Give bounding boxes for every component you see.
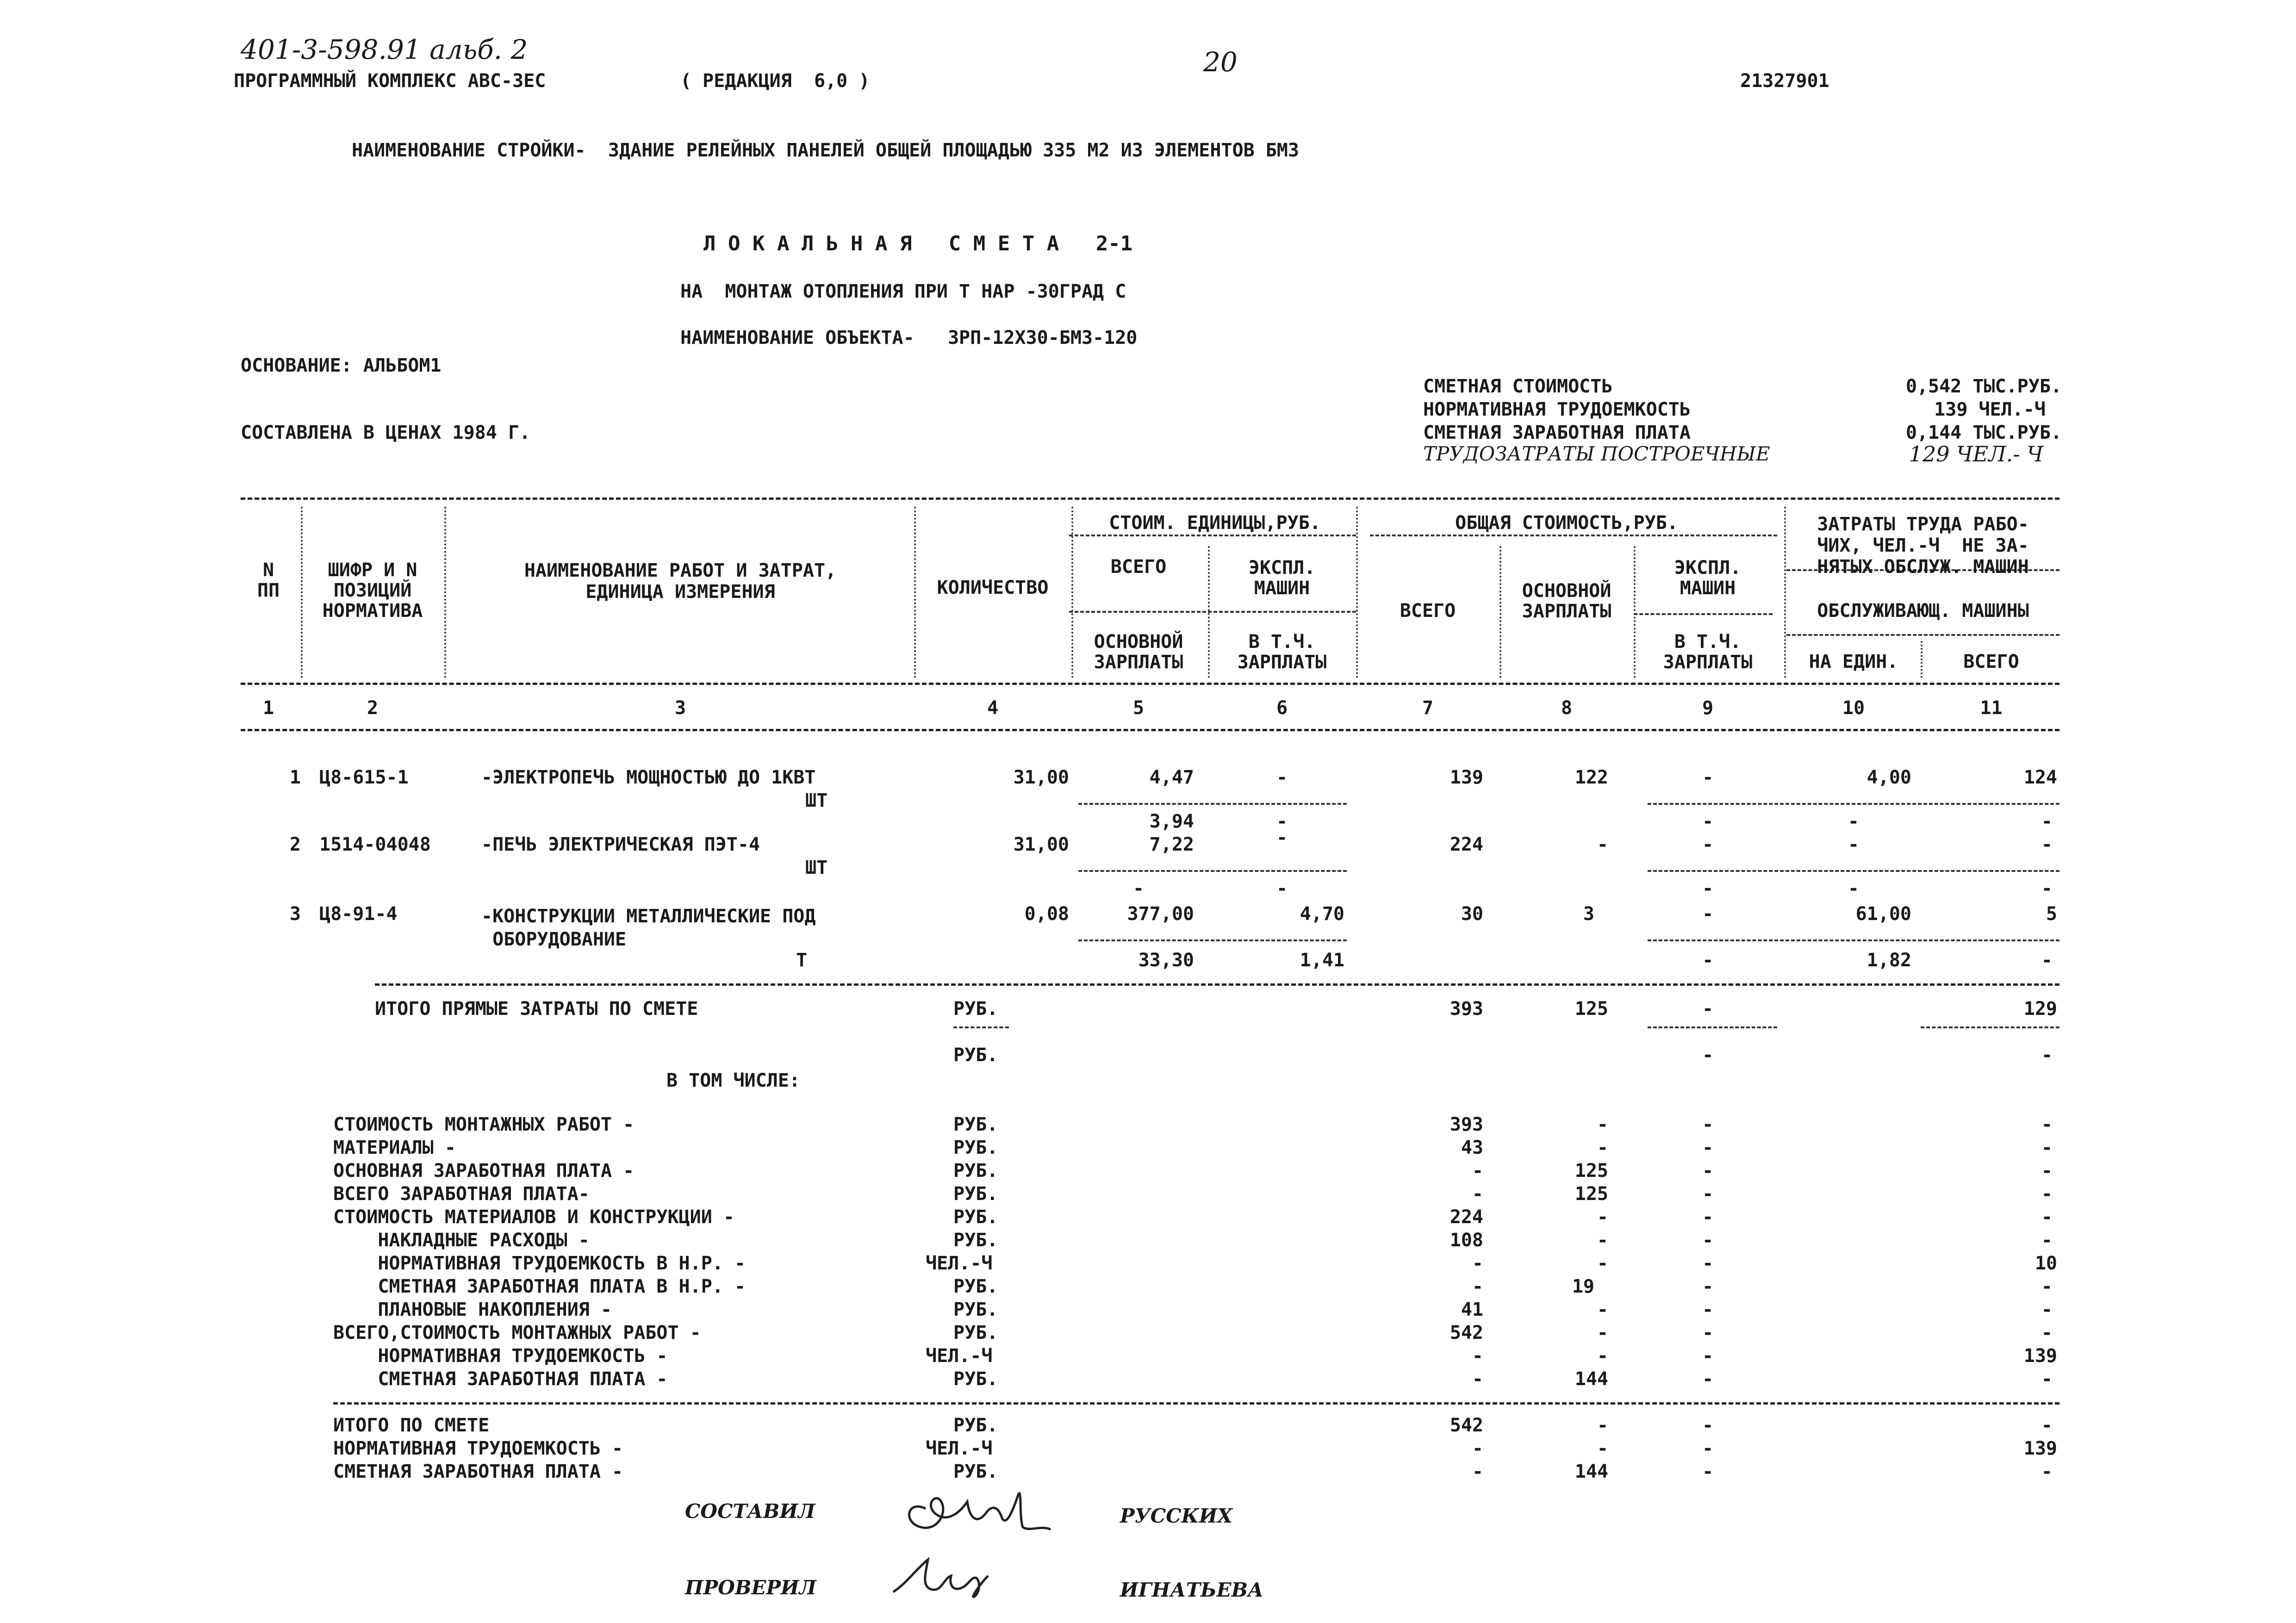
summary-value: 139 ЧЕЛ.-Ч (1934, 399, 2046, 420)
direct-costs-mach: - (1702, 998, 1714, 1020)
breakdown-label: СМЕТНАЯ ЗАРАБОТНАЯ ПЛАТА - (333, 1368, 668, 1390)
row-labor-unit: - (1848, 834, 1860, 855)
breakdown-mach: - (1702, 1230, 1714, 1251)
breakdown-wage: - (1597, 1253, 1608, 1274)
breakdown-unit: РУБ. (953, 1183, 998, 1205)
document-number: 21327901 (1740, 70, 1829, 92)
row-number: 2 (289, 834, 301, 855)
row-unit-total: 377,00 (1127, 903, 1194, 925)
breakdown-label: СТОИМОСТЬ МАТЕРИАЛОВ И КОНСТРУКЦИИ - (333, 1206, 734, 1228)
row-total: 139 (1450, 767, 1483, 788)
handwritten-doc-ref: 401-3-598.91 альб. 2 (241, 34, 528, 65)
totals-wage: 144 (1574, 1461, 1608, 1482)
header-subrule (1370, 535, 1777, 536)
col-separator (1784, 507, 1786, 678)
row-labor-unit: 4,00 (1867, 767, 1911, 788)
column-number: 1 (262, 697, 274, 719)
summary-label: СМЕТНАЯ СТОИМОСТЬ (1423, 376, 1613, 397)
breakdown-wage: - (1597, 1230, 1608, 1251)
row-total-mach-wage: - (1702, 811, 1714, 832)
direct-costs-mach-wage: - (1702, 1045, 1714, 1066)
breakdown-label: МАТЕРИАЛЫ - (333, 1137, 456, 1158)
breakdown-total: - (1472, 1345, 1483, 1367)
unit-total-header: ВСЕГО (1110, 556, 1167, 578)
row-total-wage: - (1597, 834, 1608, 855)
row-subrule (1648, 803, 2060, 805)
breakdown-wage: - (1597, 1114, 1608, 1135)
row-subrule (1078, 939, 1347, 941)
breakdown-unit: РУБ. (953, 1114, 998, 1135)
totals-wage: - (1597, 1438, 1608, 1459)
breakdown-label: ВСЕГО,СТОИМОСТЬ МОНТАЖНЫХ РАБОТ - (333, 1322, 701, 1343)
breakdown-total: 393 (1450, 1114, 1483, 1135)
row-subrule (1648, 870, 2060, 872)
row-name: -ПЕЧЬ ЭЛЕКТРИЧЕСКАЯ ПЭТ-4 (481, 834, 760, 855)
breakdown-mach: - (1702, 1345, 1714, 1367)
breakdown-labor: - (2041, 1368, 2053, 1390)
breakdown-label: СТОИМОСТЬ МОНТАЖНЫХ РАБОТ - (333, 1114, 635, 1135)
col-qty-header: КОЛИЧЕСТВО (937, 577, 1049, 598)
breakdown-label: ВСЕГО ЗАРАБОТНАЯ ПЛАТА- (333, 1183, 590, 1205)
row-unit-mach-wage: - (1276, 811, 1288, 832)
row-subrule (1078, 870, 1347, 872)
col-n-header: N ПП (257, 560, 280, 601)
summary-value: 0,144 ТЫС.РУБ. (1905, 422, 2062, 443)
unit-mach-header: ЭКСПЛ. МАШИН (1248, 557, 1316, 599)
totals-mach: - (1702, 1415, 1714, 1436)
breakdown-unit: ЧЕЛ.-Ч (926, 1345, 993, 1367)
group-total-cost-header: ОБЩАЯ СТОИМОСТЬ,РУБ. (1455, 512, 1678, 534)
breakdown-wage: - (1597, 1322, 1608, 1343)
composer-name: РУССКИХ (1120, 1505, 1232, 1527)
totals-total: 542 (1450, 1415, 1483, 1436)
direct-costs-subrule (1921, 1026, 2060, 1028)
breakdown-wage: - (1597, 1137, 1608, 1158)
totals-labor: - (2041, 1415, 2053, 1436)
totals-mach: - (1702, 1438, 1714, 1459)
program-edition: ( РЕДАКЦИЯ 6,0 ) (680, 70, 870, 92)
labor-total-header: ВСЕГО (1963, 651, 2019, 672)
breakdown-total: 41 (1461, 1299, 1483, 1320)
breakdown-unit: РУБ. (953, 1368, 998, 1390)
breakdown-mach: - (1702, 1137, 1714, 1158)
column-number: 3 (674, 697, 686, 719)
row-total-wage: 122 (1574, 767, 1608, 788)
breakdown-labor: 139 (2023, 1345, 2057, 1367)
total-mach-header: ЭКСПЛ. МАШИН (1674, 557, 1742, 599)
col-separator (1921, 641, 1923, 678)
breakdown-total: 43 (1461, 1137, 1483, 1158)
row-total: 224 (1450, 834, 1483, 855)
totals-labor: - (2041, 1461, 2053, 1482)
row-total: 30 (1461, 903, 1483, 925)
breakdown-labor: 10 (2035, 1253, 2057, 1274)
col-separator (301, 507, 303, 678)
row-labor-mach-total: - (2041, 811, 2053, 832)
row-unit-mach: 4,70 (1300, 903, 1344, 925)
breakdown-unit: РУБ. (953, 1206, 998, 1228)
row-total-mach-wage: - (1702, 878, 1714, 899)
basis-label: ОСНОВАНИЕ: АЛЬБОМ1 (241, 355, 442, 376)
total-mach-wage-header: В Т.Ч. ЗАРПЛАТЫ (1663, 631, 1753, 673)
breakdown-label: ПЛАНОВЫЕ НАКОПЛЕНИЯ - (333, 1299, 612, 1320)
breakdown-unit: РУБ. (953, 1299, 998, 1320)
row-unit: Т (796, 950, 808, 971)
row-total-wage: 3 (1583, 903, 1594, 925)
header-rule-bottom (241, 729, 2060, 731)
totals-wage: - (1597, 1415, 1608, 1436)
column-number: 9 (1702, 697, 1714, 719)
direct-costs-labor: 129 (2023, 998, 2057, 1020)
total-all-header: ВСЕГО (1400, 600, 1456, 622)
direct-costs-subrule (1648, 1026, 1777, 1028)
breakdown-unit: РУБ. (953, 1137, 998, 1158)
column-number: 7 (1422, 697, 1434, 719)
row-labor-mach-unit: - (1848, 811, 1860, 832)
breakdown-unit: РУБ. (953, 1322, 998, 1343)
column-number: 6 (1276, 697, 1288, 719)
breakdown-label: ОСНОВНАЯ ЗАРАБОТНАЯ ПЛАТА - (333, 1160, 635, 1181)
row-labor-unit: 61,00 (1855, 903, 1911, 925)
breakdown-mach: - (1702, 1183, 1714, 1205)
row-labor-total: 124 (2023, 767, 2057, 788)
column-number: 2 (367, 697, 379, 719)
breakdown-mach: - (1702, 1160, 1714, 1181)
col-separator (914, 507, 916, 678)
direct-costs-unit-2: РУБ. (953, 1045, 998, 1066)
breakdown-wage: 144 (1574, 1368, 1608, 1390)
direct-costs-subrule (953, 1026, 1009, 1028)
breakdown-unit: РУБ. (953, 1276, 998, 1297)
breakdown-wage: 125 (1574, 1160, 1608, 1181)
row-unit: ШТ (805, 790, 828, 811)
col-name-header: НАИМЕНОВАНИЕ РАБОТ И ЗАТРАТ, ЕДИНИЦА ИЗМЕРЕНИЯ (524, 560, 837, 603)
summary-label: НОРМАТИВНАЯ ТРУДОЕМКОСТЬ (1423, 399, 1691, 420)
breakdown-labor: - (2041, 1160, 2053, 1181)
col-separator (444, 507, 446, 678)
composed-label: СОСТАВИЛ (685, 1500, 815, 1523)
including-label: В ТОМ ЧИСЛЕ: (666, 1070, 800, 1091)
labor-group-header: ЗАТРАТЫ ТРУДА РАБО- ЧИХ, ЧЕЛ.-Ч НЕ ЗА- НЯТЫХ ОБСЛУЖ. МАШИН (1817, 514, 2029, 578)
totals-label: НОРМАТИВНАЯ ТРУДОЕМКОСТЬ - (333, 1438, 623, 1459)
breakdown-labor: - (2041, 1114, 2053, 1135)
checked-label: ПРОВЕРИЛ (685, 1576, 816, 1599)
breakdown-mach: - (1702, 1322, 1714, 1343)
totals-rule (333, 1402, 2060, 1405)
column-number: 4 (987, 697, 999, 719)
direct-costs-labor-mach: - (2041, 1045, 2053, 1066)
header-subrule (1634, 613, 1773, 615)
unit-wage-header: ОСНОВНОЙ ЗАРПЛАТЫ (1094, 631, 1183, 673)
prices-label: СОСТАВЛЕНА В ЦЕНАХ 1984 Г. (241, 422, 531, 443)
row-qty: 0,08 (1024, 903, 1069, 925)
breakdown-wage: - (1597, 1345, 1608, 1367)
direct-costs-wage: 125 (1574, 998, 1608, 1020)
row-code: Ц8-91-4 (319, 903, 398, 925)
breakdown-label: НОРМАТИВНАЯ ТРУДОЕМКОСТЬ - (333, 1345, 668, 1367)
column-number: 8 (1561, 697, 1573, 719)
row-unit-mach-wage: - (1276, 878, 1288, 899)
totals-unit: РУБ. (953, 1415, 998, 1436)
row-qty: 31,00 (1013, 834, 1069, 855)
breakdown-total: - (1472, 1183, 1483, 1205)
col-separator (1356, 507, 1358, 678)
breakdown-mach: - (1702, 1253, 1714, 1274)
breakdown-mach: - (1702, 1299, 1714, 1320)
row-labor-mach-unit: 1,82 (1867, 950, 1911, 971)
row-unit-wage: - (1132, 878, 1145, 899)
direct-costs-label: ИТОГО ПРЯМЫЕ ЗАТРАТЫ ПО СМЕТЕ (375, 998, 698, 1020)
column-number: 5 (1132, 697, 1145, 719)
row-code: Ц8-615-1 (319, 767, 409, 788)
summary-label: ТРУДОЗАТРАТЫ ПОСТРОЕЧНЫЕ (1423, 442, 1770, 465)
rows-end-rule (375, 983, 2060, 986)
row-unit-total: 7,22 (1149, 834, 1194, 855)
row-unit-mach: - (1276, 767, 1288, 788)
breakdown-labor: - (2041, 1230, 2053, 1251)
row-labor-mach-total: - (2041, 950, 2053, 971)
breakdown-total: - (1472, 1160, 1483, 1181)
breakdown-total: 224 (1450, 1206, 1483, 1228)
column-number: 10 (1842, 697, 1865, 719)
breakdown-unit: РУБ. (953, 1230, 998, 1251)
breakdown-total: 108 (1450, 1230, 1483, 1251)
handwritten-page-number: 20 (1203, 46, 1238, 78)
totals-unit: ЧЕЛ.-Ч (926, 1438, 993, 1459)
row-subrule (1078, 803, 1347, 805)
checker-signature (889, 1550, 1009, 1601)
direct-costs-total: 393 (1450, 998, 1483, 1020)
totals-total: - (1472, 1461, 1483, 1482)
row-number: 1 (289, 767, 301, 788)
header-subrule (1069, 611, 1356, 613)
breakdown-mach: - (1702, 1368, 1714, 1390)
breakdown-total: - (1472, 1253, 1483, 1274)
breakdown-labor: - (2041, 1276, 2053, 1297)
row-total-mach: - (1702, 767, 1714, 788)
summary-value: 129 ЧЕЛ.- Ч (1909, 442, 2043, 466)
col-separator (1500, 546, 1501, 678)
breakdown-mach: - (1702, 1114, 1714, 1135)
row-subrule (1648, 939, 2060, 941)
breakdown-label: НАКЛАДНЫЕ РАСХОДЫ - (333, 1230, 590, 1251)
col-code-header: ШИФР И N ПОЗИЦИЙ НОРМАТИВА (322, 560, 423, 622)
labor-machines-header: ОБСЛУЖИВАЮЩ. МАШИНЫ (1817, 600, 2029, 622)
row-unit-mach-wage: 1,41 (1300, 950, 1344, 971)
breakdown-label: СМЕТНАЯ ЗАРАБОТНАЯ ПЛАТА В Н.Р. - (333, 1276, 746, 1297)
direct-costs-unit: РУБ. (953, 998, 998, 1020)
row-labor-mach-unit: - (1848, 878, 1860, 899)
summary-value: 0,542 ТЫС.РУБ. (1905, 376, 2062, 397)
row-number: 3 (289, 903, 301, 925)
breakdown-wage: - (1597, 1206, 1608, 1228)
breakdown-labor: - (2041, 1206, 2053, 1228)
summary-label: СМЕТНАЯ ЗАРАБОТНАЯ ПЛАТА (1423, 422, 1691, 443)
group-unit-cost-header: СТОИМ. ЕДИНИЦЫ,РУБ. (1109, 512, 1321, 534)
breakdown-labor: - (2041, 1183, 2053, 1205)
checker-name: ИГНАТЬЕВА (1120, 1579, 1264, 1601)
breakdown-mach: - (1702, 1276, 1714, 1297)
row-total-mach: - (1702, 834, 1714, 855)
breakdown-total: 542 (1450, 1322, 1483, 1343)
breakdown-unit: ЧЕЛ.-Ч (926, 1253, 993, 1274)
object-name: НАИМЕНОВАНИЕ ОБЪЕКТА- 3РП-12Х30-БМЗ-120 (680, 327, 1138, 348)
breakdown-label: НОРМАТИВНАЯ ТРУДОЕМКОСТЬ В Н.Р. - (333, 1253, 746, 1274)
header-subrule (1069, 535, 1356, 536)
construction-name: НАИМЕНОВАНИЕ СТРОЙКИ- ЗДАНИЕ РЕЛЕЙНЫХ ПАНЕЛЕЙ ОБЩЕЙ ПЛОЩАДЬЮ 335 М2 ИЗ ЭЛЕМЕНТОВ БМЗ (352, 140, 1299, 161)
breakdown-wage: - (1597, 1299, 1608, 1320)
breakdown-labor: - (2041, 1299, 2053, 1320)
unit-mach-wage-header: В Т.Ч. ЗАРПЛАТЫ (1237, 631, 1327, 673)
header-rule-mid (241, 683, 2060, 685)
row-unit: ШТ (805, 857, 828, 878)
program-name: ПРОГРАММНЫЙ КОМПЛЕКС АВС-3ЕС (234, 70, 546, 92)
header-rule-top (241, 497, 2060, 500)
col-separator (1071, 507, 1073, 678)
breakdown-mach: - (1702, 1206, 1714, 1228)
totals-unit: РУБ. (953, 1461, 998, 1482)
breakdown-wage: 19 (1572, 1276, 1594, 1297)
row-labor-mach-total: - (2041, 878, 2053, 899)
row-code: 1514-04048 (319, 834, 431, 855)
breakdown-total: - (1472, 1276, 1483, 1297)
row-total-mach: - (1702, 903, 1714, 925)
row-labor-total: 5 (2046, 903, 2057, 925)
row-unit-mach: - (1276, 827, 1288, 848)
column-number: 11 (1980, 697, 2003, 719)
breakdown-wage: 125 (1574, 1183, 1608, 1205)
totals-label: ИТОГО ПО СМЕТЕ (333, 1415, 490, 1436)
breakdown-unit: РУБ. (953, 1160, 998, 1181)
composer-signature (898, 1481, 1055, 1541)
row-labor-total: - (2041, 834, 2053, 855)
total-wage-header: ОСНОВНОЙ ЗАРПЛАТЫ (1522, 580, 1612, 622)
row-unit-wage: 3,94 (1149, 811, 1194, 832)
totals-mach: - (1702, 1461, 1714, 1482)
col-separator (1634, 546, 1636, 678)
row-name: -ЭЛЕКТРОПЕЧЬ МОЩНОСТЬЮ ДО 1КВТ (481, 767, 816, 788)
breakdown-labor: - (2041, 1137, 2053, 1158)
header-subrule (1786, 634, 2060, 636)
row-unit-wage: 33,30 (1138, 950, 1194, 971)
row-total-mach-wage: - (1702, 950, 1714, 971)
labor-unit-header: НА ЕДИН. (1809, 651, 1898, 672)
breakdown-total: - (1472, 1368, 1483, 1390)
totals-labor: 139 (2023, 1438, 2057, 1459)
totals-total: - (1472, 1438, 1483, 1459)
col-separator (1208, 546, 1210, 678)
row-qty: 31,00 (1013, 767, 1069, 788)
totals-label: СМЕТНАЯ ЗАРАБОТНАЯ ПЛАТА - (333, 1461, 623, 1482)
page-title: Л О К А Л Ь Н А Я С М Е Т А 2-1 (703, 232, 1133, 255)
page-subtitle: НА МОНТАЖ ОТОПЛЕНИЯ ПРИ Т НАР -30ГРАД С (680, 281, 1126, 302)
breakdown-labor: - (2041, 1322, 2053, 1343)
row-name: -КОНСТРУКЦИИ МЕТАЛЛИЧЕСКИЕ ПОД ОБОРУДОВАНИЕ (481, 906, 816, 950)
row-unit-total: 4,47 (1149, 767, 1194, 788)
